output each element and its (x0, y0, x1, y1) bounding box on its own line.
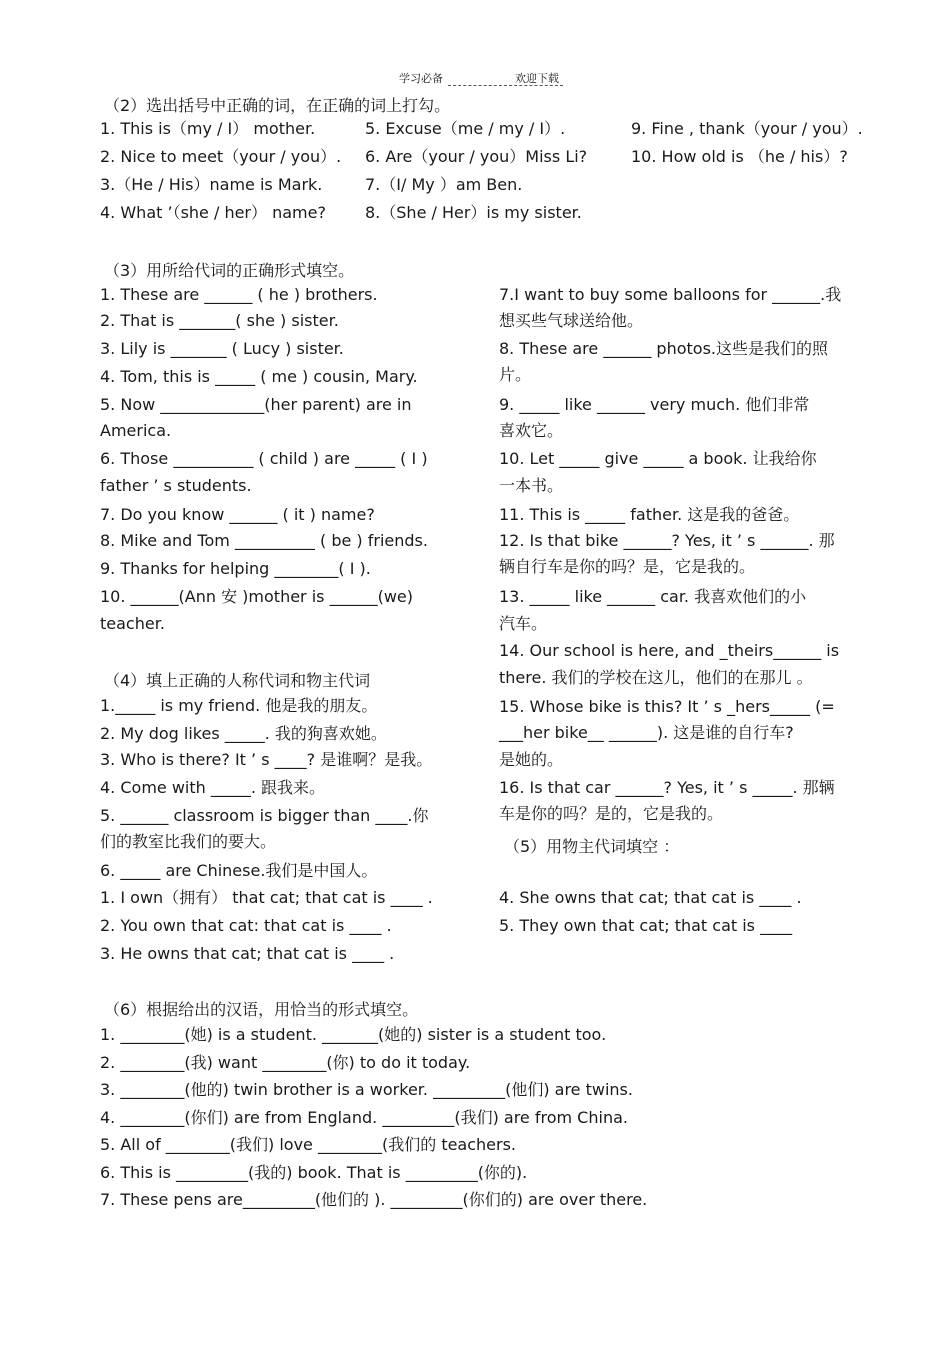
s4-line: 们的教室比我们的要大。 (100, 832, 277, 851)
s5-line: 2. You own that cat: that cat is ____ . (100, 916, 392, 935)
s6-line: 1. ________(她) is a student. _______(她的) sister is a student too. (100, 1025, 607, 1044)
s2-item: 6. Are（your / you）Miss Li? (365, 147, 588, 166)
s3-right-line: 一本书。 (499, 476, 564, 495)
s3-left-line: 3. Lily is _______ ( Lucy ) sister. (100, 339, 344, 358)
s3-left-line: America. (100, 421, 172, 440)
s3-right-line: 片。 (499, 365, 532, 384)
s3-right-line: 11. This is _____ father. 这是我的爸爸。 (499, 505, 800, 524)
header-right: 欢迎下载 (515, 72, 559, 85)
s6-line: 7. These pens are_________(他们的 ). _________(你们的) are over there. (100, 1190, 648, 1209)
s5-line: 1. I own（拥有） that cat; that cat is ____ . (100, 888, 433, 907)
s3-right-line: 13. _____ like ______ car. 我喜欢他们的小 (499, 587, 807, 606)
s3-left-line: 8. Mike and Tom __________ ( be ) friends. (100, 531, 428, 550)
s2-item: 8.（She / Her）is my sister. (365, 203, 582, 222)
s2-item: 1. This is（my / I） mother. (100, 119, 316, 138)
s3-right-line: 汽车。 (499, 614, 548, 633)
section-2-title: （2）选出括号中正确的词，在正确的词上打勾。 (104, 96, 451, 115)
section-3-title: （3）用所给代词的正确形式填空。 (104, 261, 355, 280)
header-left: 学习必备 (399, 72, 443, 85)
section-6-title: （6）根据给出的汉语，用恰当的形式填空。 (104, 1000, 419, 1019)
s3-right-line: 12. Is that bike ______? Yes, it ’ s ______. 那 (499, 531, 835, 550)
s3-left-line: 6. Those __________ ( child ) are _____ ( I ) (100, 449, 428, 468)
s2-item: 10. How old is （he / his）? (631, 147, 848, 166)
s6-line: 2. ________(我) want ________(你) to do it today. (100, 1053, 471, 1072)
s3-right-line: 辆自行车是你的吗？是，它是我的。 (499, 557, 756, 576)
s3-right-line: 车是你的吗？是的，它是我的。 (499, 804, 724, 823)
s2-item: 7.（I/ My ）am Ben. (365, 175, 523, 194)
s3-right-line: ___her bike__ ______). 这是谁的自行车? (499, 723, 794, 742)
s4-line: 6. _____ are Chinese.我们是中国人。 (100, 861, 378, 880)
s4-line: 1._____ is my friend. 他是我的朋友。 (100, 696, 378, 715)
s3-left-line: 1. These are ______ ( he ) brothers. (100, 285, 378, 304)
s4-line: 4. Come with _____. 跟我来。 (100, 778, 326, 797)
s4-line: 3. Who is there? It ’ s ____? 是谁啊？是我。 (100, 750, 433, 769)
s5-line: 5. They own that cat; that cat is ____ (499, 916, 793, 935)
s4-line: 5. ______ classroom is bigger than ____.你 (100, 806, 429, 825)
s3-left-line: 7. Do you know ______ ( it ) name? (100, 505, 375, 524)
s5-line: 4. She owns that cat; that cat is ____ . (499, 888, 802, 907)
s3-right-line: 9. _____ like ______ very much. 他们非常 (499, 395, 810, 414)
s3-right-line: 想买些气球送给他。 (499, 311, 644, 330)
s3-left-line: 5. Now _____________(her parent) are in (100, 395, 412, 414)
s2-item: 2. Nice to meet（your / you）. (100, 147, 342, 166)
s6-line: 6. This is _________(我的) book. That is _________(你的). (100, 1163, 528, 1182)
s3-right-line: 是她的。 (499, 750, 564, 769)
s6-line: 5. All of ________(我们) love ________(我们的 teachers. (100, 1135, 517, 1154)
s2-item: 5. Excuse（me / my / I）. (365, 119, 566, 138)
s4-line: 2. My dog likes _____. 我的狗喜欢她。 (100, 724, 387, 743)
s2-item: 9. Fine , thank（your / you）. (631, 119, 863, 138)
s3-left-line: 4. Tom, this is _____ ( me ) cousin, Mary. (100, 367, 418, 386)
s3-right-line: 喜欢它。 (499, 421, 564, 440)
s3-right-line: 16. Is that car ______? Yes, it ’ s _____. 那辆 (499, 778, 835, 797)
s3-right-line: 7.I want to buy some balloons for ______.我 (499, 285, 842, 304)
s5-line: 3. He owns that cat; that cat is ____ . (100, 944, 395, 963)
s6-line: 3. ________(他的) twin brother is a worker. _________(他们) are twins. (100, 1080, 633, 1099)
header-divider (448, 85, 563, 86)
s3-right-line: 15. Whose bike is this? It ’ s _hers_____ (= (499, 697, 835, 716)
s3-right-line: 10. Let _____ give _____ a book. 让我给你 (499, 449, 817, 468)
s3-left-line: 9. Thanks for helping ________( I ). (100, 559, 371, 578)
s3-left-line: teacher. (100, 614, 165, 633)
s3-right-line: there. 我们的学校在这儿，他们的在那儿 。 (499, 668, 813, 687)
s3-right-line: 8. These are ______ photos.这些是我们的照 (499, 339, 828, 358)
s2-item: 4. What ’（she / her） name? (100, 203, 326, 222)
s3-left-line: 2. That is _______( she ) sister. (100, 311, 339, 330)
s3-left-line: 10. ______(Ann 安 )mother is ______(we) (100, 587, 413, 606)
section-4-title: （4）填上正确的人称代词和物主代词 (104, 671, 371, 690)
s2-item: 3.（He / His）name is Mark. (100, 175, 323, 194)
s6-line: 4. ________(你们) are from England. _________(我们) are from China. (100, 1108, 628, 1127)
section-5-title: （5）用物主代词填空 ： (504, 837, 680, 856)
s3-right-line: 14. Our school is here, and _theirs______ is (499, 641, 840, 660)
s3-left-line: father ’ s students. (100, 476, 252, 495)
